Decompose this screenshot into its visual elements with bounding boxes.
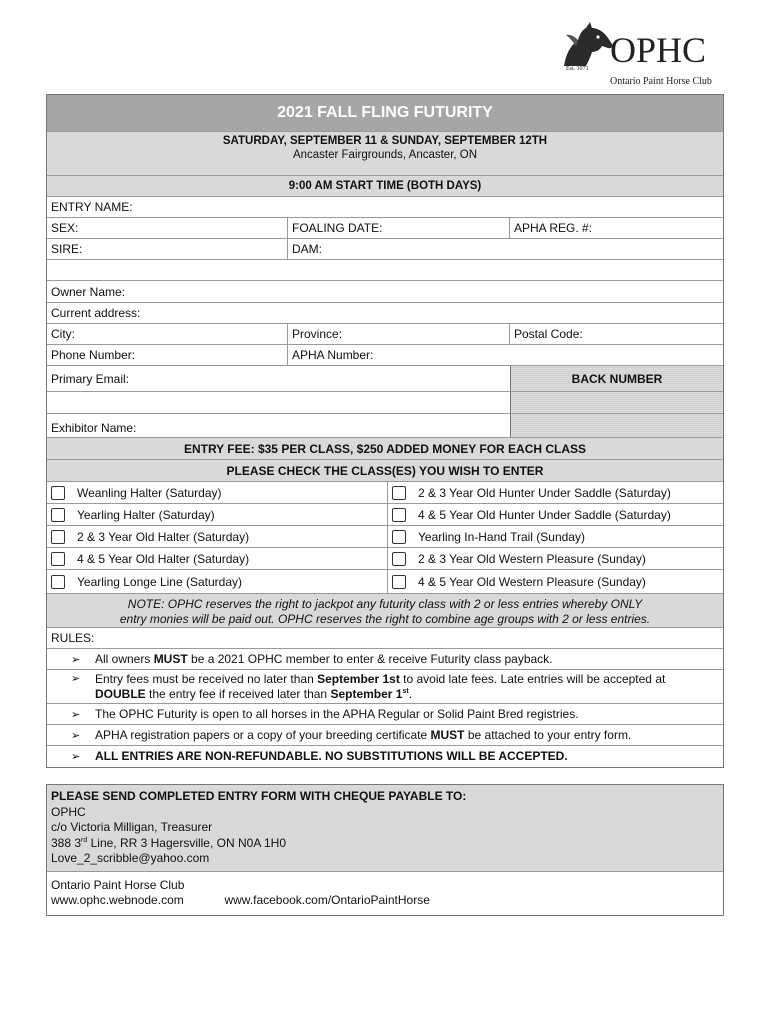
class-option[interactable] bbox=[47, 548, 387, 569]
check-classes-row bbox=[47, 459, 723, 481]
class-checkbox[interactable] bbox=[392, 486, 406, 500]
owner-name-row[interactable] bbox=[47, 280, 723, 302]
rule-1 bbox=[47, 648, 723, 669]
note-row bbox=[47, 593, 723, 627]
contact-email[interactable]: Love_2_scribble@yahoo.com bbox=[51, 851, 210, 865]
arrow-bullet-icon: ➢ bbox=[71, 708, 81, 721]
dam-field[interactable]: DAM: bbox=[287, 239, 723, 259]
address-label: Current address: bbox=[51, 306, 141, 320]
logo-club-name: Ontario Paint Horse Club bbox=[610, 76, 712, 87]
rule-text: Entry fees must be received no later than September 1st to avoid late fees. Late entries will be accepted at DOUBLE the entry fee if received later than September 1st. bbox=[95, 672, 666, 701]
back-number-box-lower[interactable] bbox=[510, 414, 723, 437]
email-row bbox=[47, 365, 723, 391]
entry-name-row[interactable] bbox=[47, 196, 723, 217]
entry-fee-text: ENTRY FEE: $35 PER CLASS, $250 ADDED MONEY FOR EACH CLASS bbox=[183, 441, 587, 456]
phone-row bbox=[47, 344, 723, 365]
class-label: Yearling Halter (Saturday) bbox=[77, 507, 215, 522]
city-row bbox=[47, 323, 723, 344]
note-line-2: entry monies will be paid out. OPHC reserves the right to combine age groups with 2 or less entries. bbox=[119, 612, 651, 626]
class-checkbox[interactable] bbox=[392, 575, 406, 589]
event-info bbox=[47, 131, 723, 175]
sex-field[interactable]: SEX: bbox=[51, 221, 79, 235]
event-location: Ancaster Fairgrounds, Ancaster, ON bbox=[292, 149, 478, 161]
exhibitor-name-field[interactable]: Exhibitor Name: bbox=[51, 421, 137, 435]
class-label: 4 & 5 Year Old Halter (Saturday) bbox=[77, 551, 250, 566]
class-option[interactable] bbox=[387, 570, 723, 593]
club-links bbox=[51, 893, 719, 909]
logo-brand: OPHC bbox=[610, 30, 707, 70]
start-time: 9:00 AM START TIME (BOTH DAYS) bbox=[47, 175, 723, 196]
email-field[interactable]: Primary Email: bbox=[51, 371, 130, 386]
class-checkbox[interactable] bbox=[392, 552, 406, 566]
apha-reg-field[interactable]: APHA REG. #: bbox=[509, 218, 723, 238]
class-row-3 bbox=[47, 525, 723, 547]
payee: OPHC bbox=[51, 804, 86, 819]
care-of: c/o Victoria Milligan, Treasurer bbox=[51, 820, 213, 834]
rules-label-row bbox=[47, 627, 723, 648]
logo-est: Est. 1971 bbox=[566, 66, 589, 72]
class-checkbox[interactable] bbox=[51, 552, 65, 566]
rule-3 bbox=[47, 703, 723, 724]
class-row-2 bbox=[47, 503, 723, 525]
website-link[interactable]: www.ophc.webnode.com bbox=[51, 893, 184, 907]
class-option[interactable] bbox=[47, 570, 387, 593]
rule-2 bbox=[47, 669, 723, 703]
rule-text: APHA registration papers or a copy of your breeding certificate MUST be attached to your entry form. bbox=[95, 727, 632, 742]
city-field[interactable]: City: bbox=[51, 327, 75, 341]
horse-head-icon bbox=[556, 20, 616, 70]
class-label: Yearling Longe Line (Saturday) bbox=[77, 574, 243, 589]
address-row[interactable] bbox=[47, 302, 723, 323]
foaling-date-field[interactable]: FOALING DATE: bbox=[287, 218, 509, 238]
back-number-box[interactable] bbox=[510, 392, 723, 413]
entry-form bbox=[46, 94, 724, 768]
class-option[interactable] bbox=[47, 526, 387, 547]
rule-text: The OPHC Futurity is open to all horses in the APHA Regular or Solid Paint Bred registries. bbox=[95, 706, 579, 721]
blank-row-2 bbox=[47, 391, 723, 413]
event-dates: SATURDAY, SEPTEMBER 11 & SUNDAY, SEPTEMBER 12TH bbox=[222, 135, 548, 147]
arrow-bullet-icon: ➢ bbox=[71, 729, 81, 742]
class-option[interactable] bbox=[387, 504, 723, 525]
rule-text: All owners MUST be a 2021 OPHC member to enter & receive Futurity class payback. bbox=[95, 651, 553, 666]
apha-number-field[interactable]: APHA Number: bbox=[287, 345, 723, 365]
class-label: 4 & 5 Year Old Western Pleasure (Sunday) bbox=[418, 574, 646, 589]
form-title: 2021 FALL FLING FUTURITY bbox=[47, 95, 723, 131]
class-label: 4 & 5 Year Old Hunter Under Saddle (Saturday) bbox=[418, 507, 671, 522]
entry-name-label: ENTRY NAME: bbox=[51, 200, 133, 214]
mailing-address bbox=[47, 785, 723, 871]
arrow-bullet-icon: ➢ bbox=[71, 653, 81, 666]
class-checkbox[interactable] bbox=[51, 575, 65, 589]
entry-fee-row bbox=[47, 437, 723, 459]
sire-field[interactable]: SIRE: bbox=[51, 242, 83, 256]
class-checkbox[interactable] bbox=[392, 530, 406, 544]
exhibitor-row bbox=[47, 413, 723, 437]
class-checkbox[interactable] bbox=[392, 508, 406, 522]
class-checkbox[interactable] bbox=[51, 486, 65, 500]
class-option[interactable] bbox=[387, 526, 723, 547]
class-label: 2 & 3 Year Old Western Pleasure (Sunday) bbox=[418, 551, 646, 566]
class-option[interactable] bbox=[387, 548, 723, 569]
club-contact bbox=[47, 871, 723, 915]
back-number-header: BACK NUMBER bbox=[510, 366, 723, 391]
send-info-box bbox=[46, 784, 724, 916]
class-checkbox[interactable] bbox=[51, 530, 65, 544]
sex-row bbox=[47, 217, 723, 238]
rule-4 bbox=[47, 724, 723, 745]
owner-name-label: Owner Name: bbox=[51, 284, 126, 299]
rule-5 bbox=[47, 745, 723, 767]
arrow-bullet-icon: ➢ bbox=[71, 673, 81, 685]
rules-label: RULES: bbox=[51, 631, 95, 645]
sire-row bbox=[47, 238, 723, 259]
province-field[interactable]: Province: bbox=[287, 324, 509, 344]
class-label: 2 & 3 Year Old Hunter Under Saddle (Saturday) bbox=[418, 485, 671, 500]
rule-text: ALL ENTRIES ARE NON-REFUNDABLE. NO SUBSTITUTIONS WILL BE ACCEPTED. bbox=[95, 749, 568, 763]
class-row-1 bbox=[47, 481, 723, 503]
facebook-link[interactable]: www.facebook.com/OntarioPaintHorse bbox=[224, 893, 430, 907]
class-row-5 bbox=[47, 569, 723, 593]
class-row-4 bbox=[47, 547, 723, 569]
arrow-bullet-icon: ➢ bbox=[71, 751, 81, 763]
street-address: 388 3rd Line, RR 3 Hagersville, ON N0A 1H0 bbox=[51, 835, 287, 850]
class-label: 2 & 3 Year Old Halter (Saturday) bbox=[77, 529, 250, 544]
send-heading: PLEASE SEND COMPLETED ENTRY FORM WITH CHEQUE PAYABLE TO: bbox=[51, 789, 467, 803]
class-label: Yearling In-Hand Trail (Sunday) bbox=[418, 529, 585, 544]
class-option[interactable] bbox=[387, 482, 723, 503]
blank-row bbox=[47, 259, 723, 280]
class-option[interactable] bbox=[47, 504, 387, 525]
class-option[interactable] bbox=[47, 482, 387, 503]
check-classes-text: PLEASE CHECK THE CLASS(ES) YOU WISH TO ENTER bbox=[226, 463, 544, 478]
postal-code-field[interactable]: Postal Code: bbox=[509, 324, 723, 344]
club-name: Ontario Paint Horse Club bbox=[51, 877, 185, 892]
phone-field[interactable]: Phone Number: bbox=[51, 348, 136, 362]
ophc-logo bbox=[556, 20, 736, 92]
note-line-1: NOTE: OPHC reserves the right to jackpot any futurity class with 2 or less entries whereby ONLY bbox=[127, 597, 643, 611]
class-label: Weanling Halter (Saturday) bbox=[77, 485, 222, 500]
class-checkbox[interactable] bbox=[51, 508, 65, 522]
